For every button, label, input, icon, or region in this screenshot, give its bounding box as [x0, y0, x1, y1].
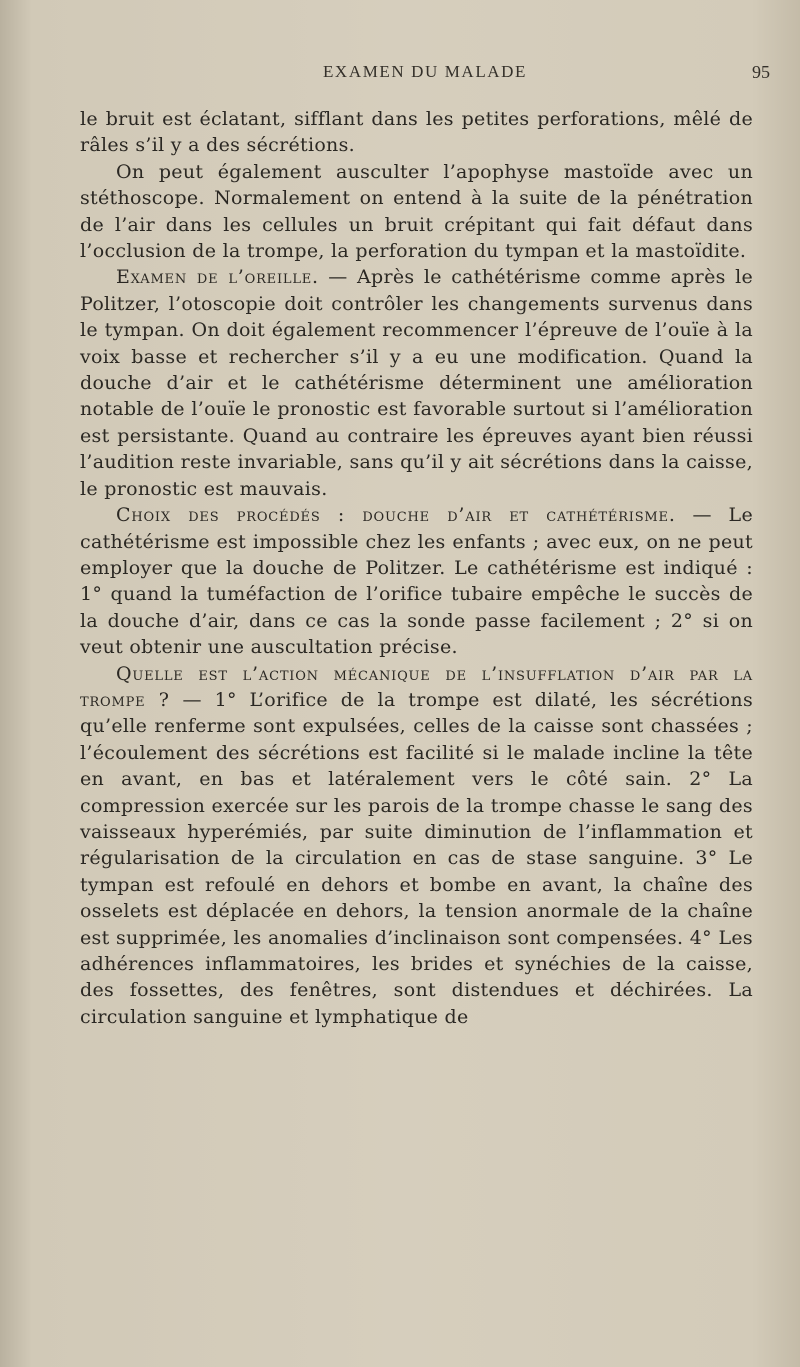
paragraph-auscultation: On peut également ausculter l’apophyse mastoïde avec un stéthoscope. Normalement on entend à la suite de la pénétration de l’air dans les cellules un bruit crépitant qui fait défaut dans l’occlusion de la trompe, la perforation du tympan et la mastoïdite.	[80, 160, 753, 263]
section-body-action-mecanique: — 1° L’orifice de la trompe est dilaté, les sécrétions qu’elle renferme sont expulsées, celles de la caisse sont chassées ; l’écoulement des sécrétions est facilité si le malade incline la tête en avant, en bas et latéralement vers le côté sain. 2° La compression exercée sur les parois de la trompe chasse le sang des vaisseaux hyperémiés, par suite diminution de l’inflammation et régularisation de la circulation en cas de stase sanguine. 3° Le tympan est refoulé en dehors et bombe en avant, la chaîne des osselets est déplacée en dehors, la tension anormale de la chaîne est supprimée, les anomalies d’inclinaison sont compensées. 4° Les adhérences inflammatoires, les brides et synéchies de la caisse, des fossettes, des fenêtres, sont distendues et déchirées. La circulation sanguine et lymphatique de	[80, 688, 753, 1028]
paragraph-action-mecanique	[80, 661, 753, 1031]
running-head	[80, 62, 770, 92]
paragraph-examen-oreille	[80, 264, 753, 502]
section-heading-action-mecanique: Quelle est l’action mécanique de l’insufflation d’air par la trompe ?	[80, 662, 753, 711]
section-body-examen-oreille: — Après le cathétérisme comme après le Politzer, l’otoscopie doit contrôler les changements survenus dans le tympan. On doit également recommencer l’épreuve de l’ouïe à la voix basse et rechercher s’il y a eu une modification. Quand la douche d’air et le cathétérisme déterminent une amélioration notable de l’ouïe le pronostic est favorable surtout si l’amélioration est persistante. Quand au contraire les épreuves ayant bien réussi l’audition reste invariable, sans qu’il y ait sécrétions dans la caisse, le pronostic est mauvais.	[80, 266, 753, 500]
section-heading-examen-oreille: Examen de l’oreille.	[116, 266, 319, 289]
section-heading-choix-procedes: Choix des procédés : douche d’air et cathétérisme.	[116, 504, 676, 527]
running-title: EXAMEN DU MALADE	[322, 62, 528, 81]
paragraph-continuation: le bruit est éclatant, sifflant dans les petites perforations, mêlé de râles s’il y a des sécrétions.	[80, 108, 753, 157]
page-number: 95	[752, 62, 770, 82]
paragraph-choix-procedes	[80, 502, 753, 660]
body-text	[80, 106, 753, 1030]
section-body-choix-procedes: — Le cathétérisme est impossible chez les enfants ; avec eux, on ne peut employer que la douche de Politzer. Le cathétérisme est indiqué : 1° quand la tuméfaction de l’orifice tubaire empêche le succès de la douche d’air, dans ce cas la sonde passe facilement ; 2° si on veut obtenir une auscultation précise.	[80, 504, 753, 659]
